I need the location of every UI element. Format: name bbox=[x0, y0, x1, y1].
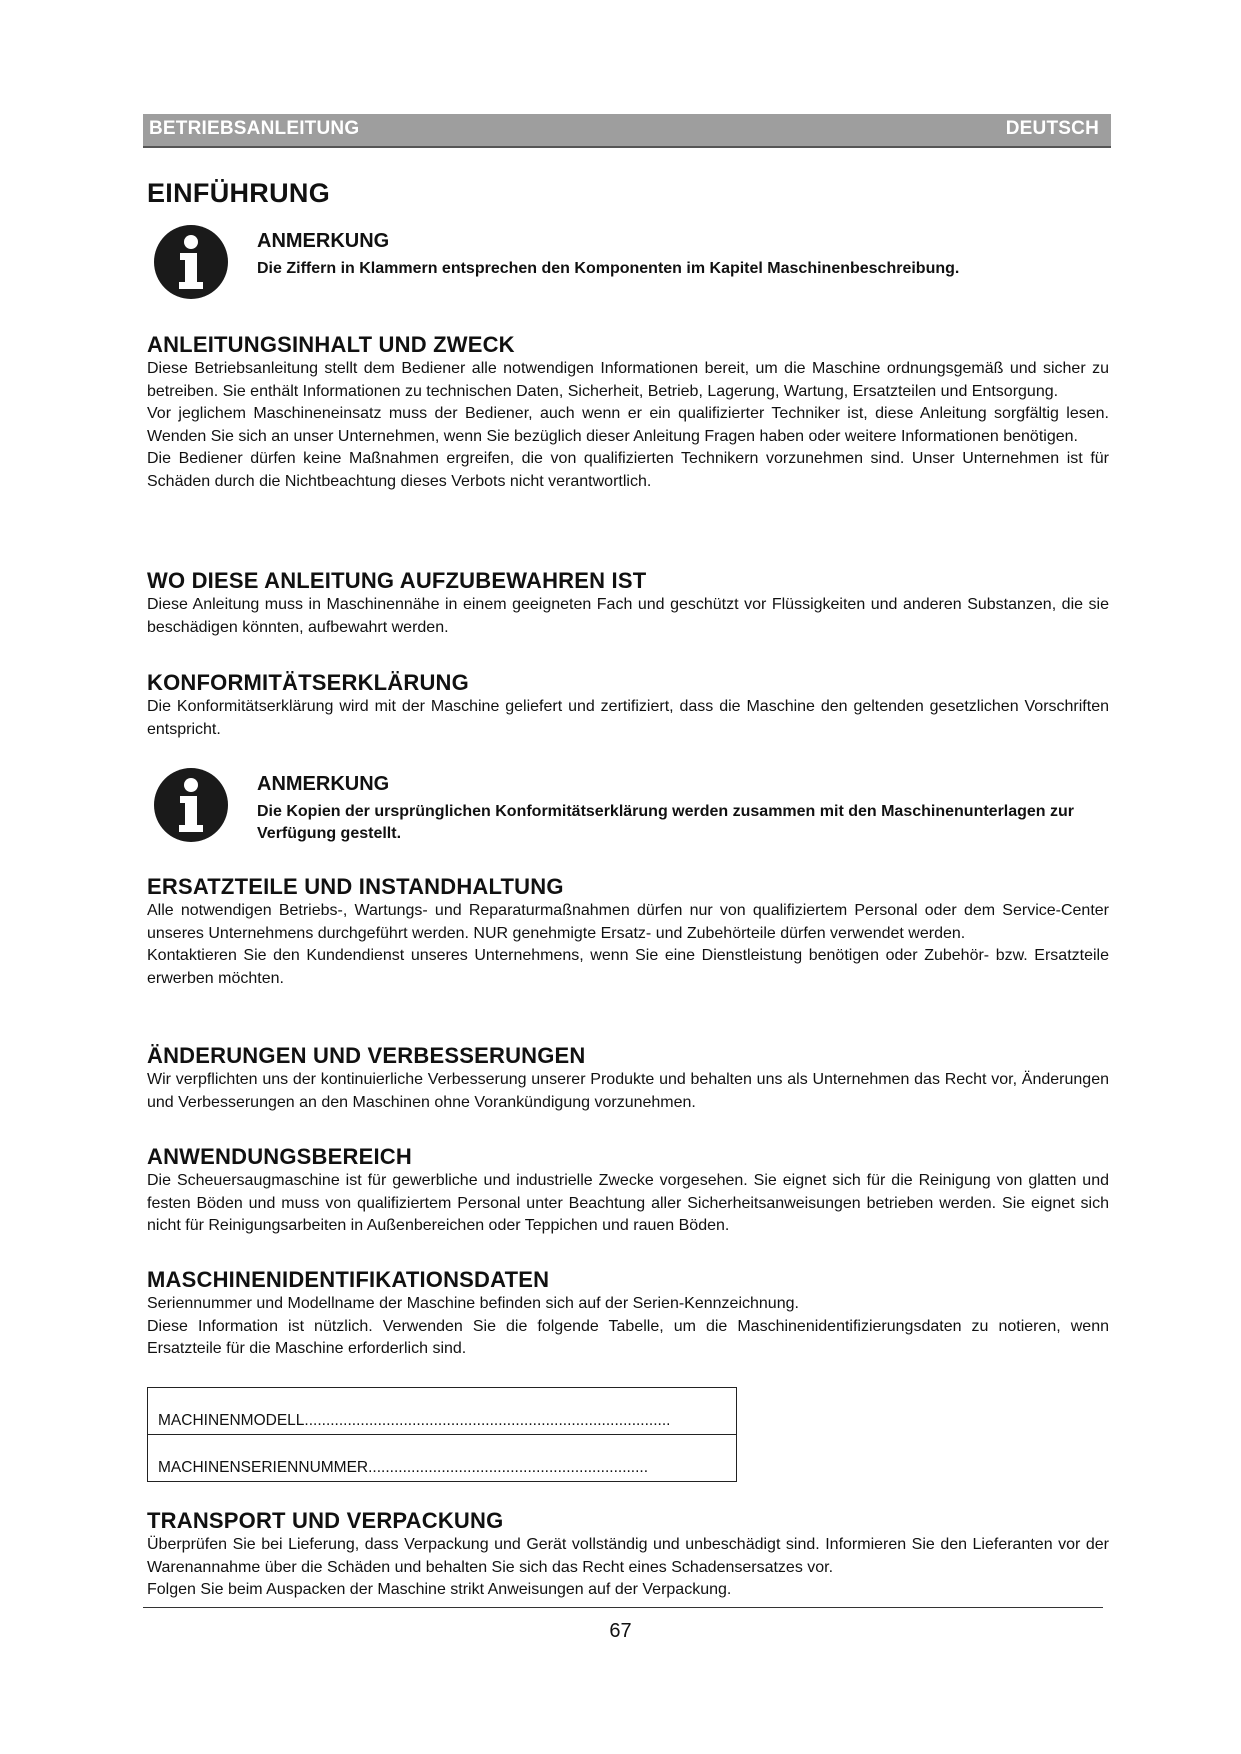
info-icon bbox=[153, 224, 229, 300]
paragraph: Seriennummer und Modellname der Maschine befinden sich auf der Serien-Kennzeichnung. bbox=[147, 1295, 799, 1312]
machine-model-field: MACHINENMODELL..................................................................................... bbox=[148, 1388, 737, 1435]
section-heading: MASCHINENIDENTIFIKATIONSDATEN bbox=[147, 1267, 550, 1292]
note-box bbox=[147, 224, 1109, 304]
note-text: Die Ziffern in Klammern entsprechen den Komponenten im Kapitel Maschinenbeschreibung. bbox=[257, 260, 960, 277]
page-title: EINFÜHRUNG bbox=[147, 178, 330, 208]
header-language-label: DEUTSCH bbox=[1005, 118, 1099, 139]
machine-id-table bbox=[147, 1387, 737, 1482]
paragraph: Die Bediener dürfen keine Maßnahmen ergreifen, die von qualifizierten Technikern vorzunehmen sind. Unser Unternehmen ist für Schäden durch die Nichtbeachtung dieses Verbots nicht verantwortlich. bbox=[147, 450, 1109, 490]
section-anwendungsbereich bbox=[147, 1144, 1109, 1238]
section-heading: ANWENDUNGSBEREICH bbox=[147, 1144, 412, 1169]
section-maschinenidentifikation bbox=[147, 1267, 1109, 1361]
paragraph: Diese Betriebsanleitung stellt dem Bediener alle notwendigen Informationen bereit, um die Maschine ordnungsgemäß und sicher zu betreiben. Sie enthält Informationen zu technischen Daten, Sicherheit, Betrieb, Lagerung, Wartung, Ersatzteilen und Entsorgung. bbox=[147, 360, 1109, 400]
footer-divider bbox=[143, 1607, 1103, 1608]
note-box bbox=[147, 767, 1109, 847]
note-title: ANMERKUNG bbox=[257, 230, 390, 252]
section-heading: ERSATZTEILE UND INSTANDHALTUNG bbox=[147, 874, 564, 899]
paragraph: Diese Information ist nützlich. Verwenden Sie die folgende Tabelle, um die Maschinenidentifizierungsdaten zu notieren, wenn Ersatzteile für die Maschine erforderlich sind. bbox=[147, 1317, 1109, 1357]
paragraph: Kontaktieren Sie den Kundendienst unseres Unternehmens, wenn Sie eine Dienstleistung benötigen oder Zubehör- bzw. Ersatzteile erwerben möchten. bbox=[147, 947, 1109, 987]
table-row bbox=[148, 1388, 737, 1435]
paragraph: Überprüfen Sie bei Lieferung, dass Verpackung und Gerät vollständig und unbeschädigt sind. Informieren Sie den Lieferanten vor der Warenannahme über die Schäden und behalten Sie sich das Recht eines Schadensersatzes vor. bbox=[147, 1536, 1109, 1576]
header-bar bbox=[143, 114, 1111, 148]
page-number: 67 bbox=[609, 1620, 632, 1642]
section-ersatzteile bbox=[147, 874, 1109, 990]
note-title: ANMERKUNG bbox=[257, 773, 390, 795]
section-konformitaet bbox=[147, 670, 1109, 741]
section-heading: WO DIESE ANLEITUNG AUFZUBEWAHREN IST bbox=[147, 568, 647, 593]
info-icon bbox=[153, 767, 229, 843]
section-heading: ÄNDERUNGEN UND VERBESSERUNGEN bbox=[147, 1043, 586, 1068]
paragraph: Alle notwendigen Betriebs-, Wartungs- und Reparaturmaßnahmen dürfen nur von qualifiziertem Personal oder dem Service-Center unseres Unternehmens durchgeführt werden. NUR genehmigte Ersatz- und Zubehörteile dürfen verwendet werden. bbox=[147, 902, 1109, 942]
section-aufbewahren bbox=[147, 568, 1109, 639]
note-text: Die Kopien der ursprünglichen Konformitätserklärung werden zusammen mit den Maschinenunterlagen zur Verfügung gestellt. bbox=[257, 803, 1075, 842]
paragraph: Folgen Sie beim Auspacken der Maschine strikt Anweisungen auf der Verpackung. bbox=[147, 1581, 732, 1598]
paragraph: Wir verpflichten uns der kontinuierliche Verbesserung unserer Produkte und behalten uns als Unternehmen das Recht vor, Änderungen und Verbesserungen an den Maschinen ohne Vorankündigung vorzunehmen. bbox=[147, 1071, 1109, 1111]
section-aenderungen bbox=[147, 1043, 1109, 1114]
paragraph: Die Konformitätserklärung wird mit der Maschine geliefert und zertifiziert, dass die Maschine den geltenden gesetzlichen Vorschriften entspricht. bbox=[147, 698, 1109, 738]
section-heading: TRANSPORT UND VERPACKUNG bbox=[147, 1508, 504, 1533]
table-row bbox=[148, 1435, 737, 1482]
paragraph: Die Scheuersaugmaschine ist für gewerbliche und industrielle Zwecke vorgesehen. Sie eignet sich für die Reinigung von glatten und festen Böden und muss von qualifiziertem Personal unter Beachtung aller Sicherheitsanweisungen betrieben werden. Sie eignet sich nicht für Reinigungsarbeiten in Außenbereichen oder Teppichen und rauen Böden. bbox=[147, 1172, 1109, 1234]
section-heading: ANLEITUNGSINHALT UND ZWECK bbox=[147, 332, 515, 357]
paragraph: Vor jeglichem Maschineneinsatz muss der Bediener, auch wenn er ein qualifizierter Techniker ist, diese Anleitung sorgfältig lesen. Wenden Sie sich an unser Unternehmen, wenn Sie bezüglich dieser Anleitung Fragen haben oder weitere Informationen benötigen. bbox=[147, 405, 1109, 445]
machine-serial-field: MACHINENSERIENNUMMER................................................................. bbox=[148, 1435, 737, 1482]
paragraph: Diese Anleitung muss in Maschinennähe in einem geeigneten Fach und geschützt vor Flüssigkeiten und anderen Substanzen, die sie beschädigen könnten, aufbewahrt werden. bbox=[147, 596, 1109, 636]
header-manual-label: BETRIEBSANLEITUNG bbox=[149, 118, 360, 139]
section-transport bbox=[147, 1508, 1109, 1602]
section-anleitungsinhalt bbox=[147, 332, 1109, 493]
section-heading: KONFORMITÄTSERKLÄRUNG bbox=[147, 670, 469, 695]
